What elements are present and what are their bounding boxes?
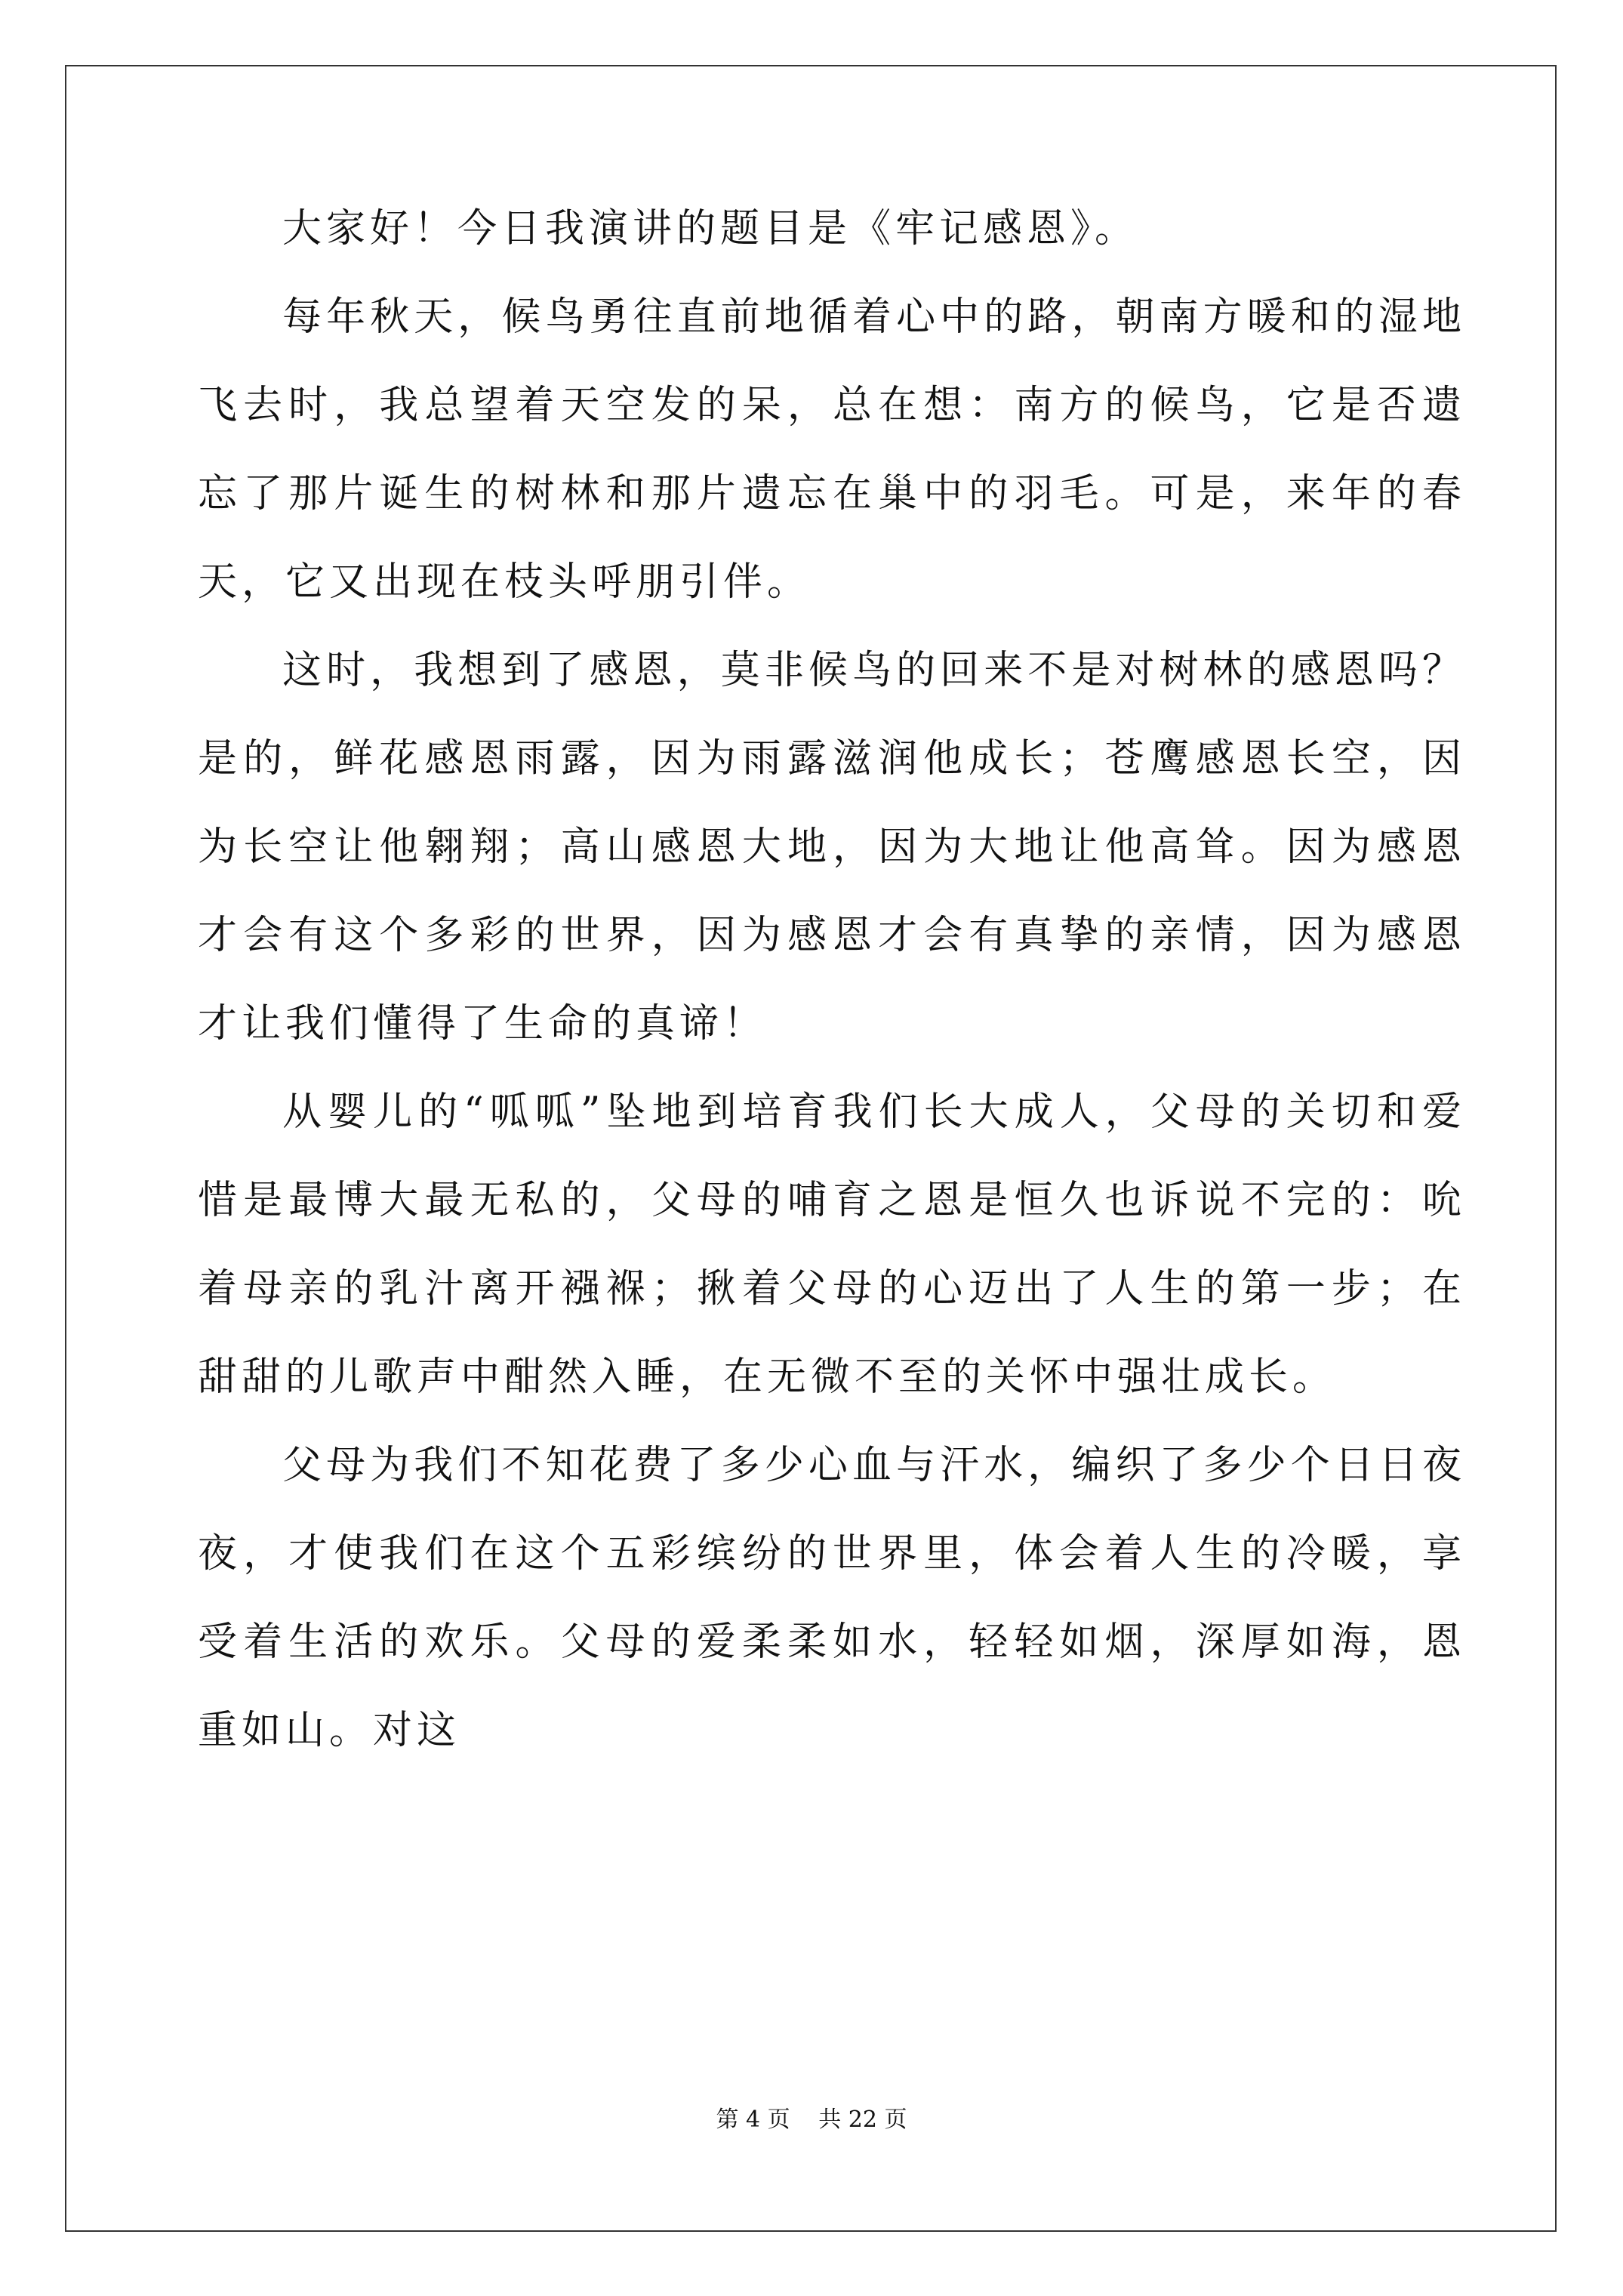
paragraph-migratory-birds: 每年秋天，候鸟勇往直前地循着心中的路，朝南方暖和的湿地飞去时，我总望着天空发的呆，总在想：南方的候鸟，它是否遗忘了那片诞生的树林和那片遗忘在巢中的羽毛。可是，来年的春天，它又出现在枝头呼朋引伴。 bbox=[198, 294, 1466, 605]
page-footer bbox=[0, 2100, 1623, 2134]
page-number: 第 4 页 bbox=[716, 2106, 790, 2133]
paragraph-greeting: 大家好！今日我演讲的题目是《牢记感恩》。 bbox=[282, 206, 1139, 251]
document-body bbox=[198, 185, 1466, 1775]
paragraph-parents-love: 父母为我们不知花费了多少心血与汗水，编织了多少个日日夜夜，才使我们在这个五彩缤纷的世界里，体会着人生的冷暖，享受着生活的欢乐。父母的爱柔柔如水，轻轻如烟，深厚如海，恩重如山。对这 bbox=[198, 1443, 1466, 1753]
paragraph-parents-care: 从婴儿的“呱呱”坠地到培育我们长大成人，父母的关切和爱惜是最博大最无私的，父母的哺育之恩是恒久也诉说不完的：吮着母亲的乳汁离开襁褓；揪着父母的心迈出了人生的第一步；在甜甜的儿歌声中酣然入睡，在无微不至的关怀中强壮成长。 bbox=[198, 1089, 1466, 1400]
paragraph-gratitude: 这时，我想到了感恩，莫非候鸟的回来不是对树林的感恩吗？是的，鲜花感恩雨露，因为雨露滋润他成长；苍鹰感恩长空，因为长空让他翱翔；高山感恩大地，因为大地让他高耸。因为感恩才会有这个多彩的世界，因为感恩才会有真挚的亲情，因为感恩才让我们懂得了生命的真谛！ bbox=[198, 648, 1466, 1046]
page-total: 共 22 页 bbox=[818, 2106, 907, 2133]
